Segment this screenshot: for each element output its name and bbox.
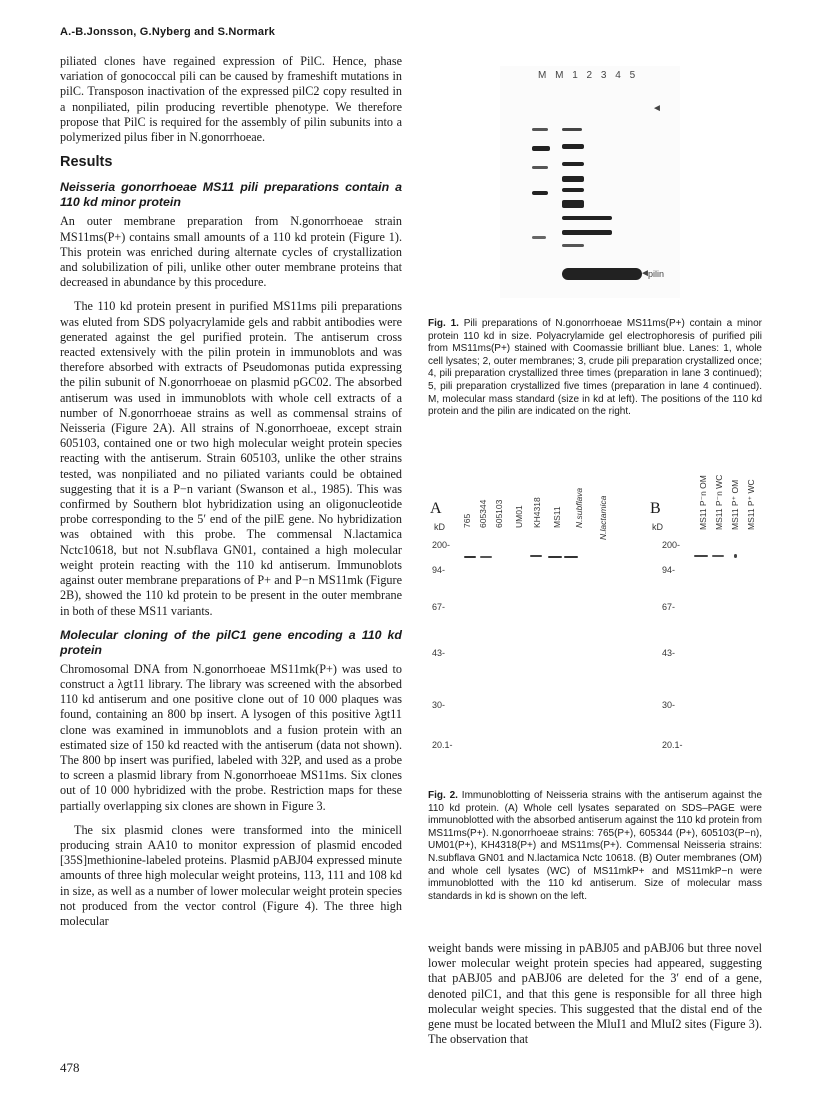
blot-band — [564, 556, 578, 558]
gel-band — [562, 162, 584, 166]
lane-a-um01: UM01 — [514, 505, 524, 528]
marker-67-b: 67- — [662, 602, 676, 612]
blot-band — [694, 555, 708, 557]
lane-b-p-wc: MS11 P⁺ WC — [746, 479, 756, 530]
lane-a-605103: 605103 — [494, 499, 504, 528]
marker-94-a: 94- — [432, 565, 446, 575]
marker-43-a: 43- — [432, 648, 446, 658]
gel-band — [532, 166, 548, 169]
kd-label-b: kD — [652, 522, 663, 532]
gel-band — [562, 216, 612, 220]
marker-200-b: 200- — [662, 540, 681, 550]
gel-band — [562, 230, 612, 235]
gel-band — [562, 128, 582, 131]
pilin-arrow-icon: ◄ — [640, 268, 650, 279]
lane-a-kh4318: KH4318 — [532, 497, 542, 528]
lane-a-nsubflava: N.subflava — [574, 487, 584, 528]
blot-band — [530, 555, 542, 557]
marker-67-a: 67- — [432, 602, 446, 612]
figure2-caption-text: Immunoblotting of Neisseria strains with the antiserum against the 110 kd protein. (A) Whole cell lysates separated on SDS–PAGE were immunoblotted with the absorbed antiserum against the 110 kd protein from MS11ms(P+). N.gonorrhoeae strains: 765(P+), 605344 (P+), 605103(P−n), UM01(P+), KH4318(P+) and MS11ms(P+). Commensal Neisseria strains: N.subflava GN01 and N.lactamica Nctc 10618. (B) Outer membranes (OM) and whole cell lysates (WC) of MS11mkP+ and MS11mkP−n were immunoblotted with the 110 kd antiserum. Size of molecular mass standards in kd is shown on the left. — [428, 790, 763, 902]
pilin-label: pilin — [648, 269, 665, 279]
blot-band — [480, 556, 492, 558]
lane-a-ms11: MS11 — [552, 506, 562, 528]
intro-paragraph: piliated clones have regained expression of PilC. Hence, phase variation of gonococcal pili can be caused by frameshift mutations in pilC. Transposon inactivation of the expressed pilC2 copy resulted in a nonpiliated, pilin producing revertible phenotype. We therefore propose that PilC is required for the assembly of pilin subunits into a polymerized pilus fiber in N.gonorrhoeae. — [60, 54, 402, 145]
gel-band — [532, 191, 548, 195]
right-column-paragraph: weight bands were missing in pABJ05 and pABJ06 but three novel lower molecular weight protein species had appeared, suggesting that pABJ05 and pABJ06 are deleted for the 3′ end of a gene, denoted pilC1, and that this gene is responsible for all three high molecular weight species. This suggested that the distal end of the gene must be located between the MluI1 and MluI2 sites (Figure 3). The observation that — [428, 941, 762, 1047]
figure1-caption-label: Fig. 1. — [428, 318, 459, 329]
section1-paragraph-1: An outer membrane preparation from N.gonorrhoeae strain MS11ms(P+) contains small amounts of a 110 kd protein (Figure 1). This protein was enriched during alternate cycles of crystallization and solubilization of pili, unlike other outer membrane proteins that decreased in abundance by this procedure. — [60, 214, 402, 290]
figure1-lane-labels: M M 1 2 3 4 5 — [538, 70, 639, 81]
lane-b-pn-om: MS11 P⁻n OM — [698, 475, 708, 530]
panel-a-label: A — [430, 500, 442, 517]
marker-43-b: 43- — [662, 648, 676, 658]
pilin-band — [562, 268, 642, 280]
blot-band — [548, 556, 562, 558]
blot-band — [464, 556, 476, 558]
figure1-gel — [500, 66, 680, 298]
running-header: A.-B.Jonsson, G.Nyberg and S.Normark — [60, 26, 276, 38]
110kd-arrow-icon: ◄ — [652, 103, 662, 114]
blot-band — [734, 554, 737, 558]
results-heading: Results — [60, 154, 113, 171]
kd-label-a: kD — [434, 522, 445, 532]
gel-band — [532, 146, 550, 151]
lane-b-pn-wc: MS11 P⁻n WC — [714, 474, 724, 530]
gel-band — [532, 128, 548, 131]
gel-band — [562, 176, 584, 182]
section2-heading: Molecular cloning of the pilC1 gene encoding a 110 kd protein — [60, 627, 402, 657]
marker-20-a: 20.1- — [432, 740, 453, 750]
marker-20-b: 20.1- — [662, 740, 683, 750]
section1-paragraph-2: The 110 kd protein present in purified MS11ms pili preparations was eluted from SDS polyacrylamide gels and rabbit antibodies were generated against the gel purified protein. The antiserum cross reacted extensively with the pilin protein in immunoblots and was therefore absorbed with extracts of Pseudomonas putida expressing the pilin subunit of N.gonorrhoeae on plasmid pGC02. The absorbed antiserum was used in immunoblots with whole cell extracts of a number of N.gonorrhoeae strains as well as commensal strains of Neisseria (Figure 2A). All strains of N.gonorrhoeae, except strain 605103, contained one or two high molecular weight protein species reacting with the antiserum. Strain 605103, unlike the other strains tested, was nonpiliated and no piliated variants could be obtained suggesting that it is a P−n variant (Swanson et al., 1985). This was confirmed by Southern blot hybridization using an oligonucleotide probe corresponding to the 5′ end of the pilE gene. No hybridization was obtained with this probe. The commensal N.lactamica Nctc10618, but not N.subflava GN01, contained a high molecular weight protein reacting with the 110 kd antiserum. Immunoblots against outer membrane preparations of P+ and P−n MS11mk (Figure 2B), showed the 110 kd protein to be present in the outer membrane in both of these MS11 variants. — [60, 299, 402, 618]
page-number: 478 — [60, 1060, 80, 1075]
gel-band — [562, 144, 584, 149]
gel-band — [562, 200, 584, 208]
gel-band — [532, 236, 546, 239]
lane-a-765: 765 — [462, 513, 472, 528]
figure2-caption — [428, 790, 762, 903]
section2-paragraph-1: Chromosomal DNA from N.gonorrhoeae MS11mk(P+) was used to construct a λgt11 library. The library was screened with the absorbed 110 kd antiserum and one positive clone out of 10 000 plaques was found, containing an 800 bp insert. A lysogen of this positive λgt11 clone was examined in immunoblots and a fusion protein with an estimated size of 150 kd reacted with the antiserum (data not shown). The 800 bp insert was purified, labeled with 32P, and used as a probe to screen a plasmid library from N.gonorrhoeae MS11ms. Six clones out of 10 000 hybridized with the probe. Restriction maps for these partially overlapping six clones are shown in Figure 3. — [60, 661, 402, 813]
right-column-text — [428, 941, 762, 1047]
gel-band — [562, 244, 584, 247]
blot-band — [712, 555, 724, 557]
marker-30-b: 30- — [662, 700, 676, 710]
lane-a-605344: 605344 — [478, 499, 488, 528]
figure1-caption-text: Pili preparations of N.gonorrhoeae MS11ms(P+) contain a minor protein 110 kd in size. Polyacrylamide gel electrophoresis of purified pili from MS11ms(P+) stained with Coomassie brilliant blue. Lanes: 1, whole cell lysates; 2, outer membranes; 3, crude pili preparation crystallized once; 4, pili preparation crystallized three times (preparation in lane 3 continued); 5, pili preparation crystallized five times (preparation in lane 4 continued). M, molecular mass standard (size in kd at left). The positions of the 110 kd protein and the pilin are indicated on the right. — [428, 318, 763, 418]
lane-b-p-om: MS11 P⁺ OM — [730, 479, 740, 530]
section2-paragraph-2: The six plasmid clones were transformed into the minicell producing strain AA10 to monitor expression of plasmid encoded [35S]methionine-labeled proteins. Plasmid pABJ04 expressed minute amounts of three high molecular weight proteins, 113, 111 and 108 kd in size, as well as a number of lower molecular weight protein species not produced from the vector control (Figure 4). The three high molecular — [60, 822, 402, 928]
gel-band — [562, 188, 584, 192]
lane-a-nlactamica: N.lactamica — [598, 495, 608, 540]
figure1-caption — [428, 318, 762, 419]
panel-b-label: B — [650, 500, 661, 517]
marker-94-b: 94- — [662, 565, 676, 575]
figure2-caption-label: Fig. 2. — [428, 790, 458, 801]
marker-200-a: 200- — [432, 540, 451, 550]
left-column — [60, 54, 402, 938]
section1-heading: Neisseria gonorrhoeae MS11 pili preparations contain a 110 kd minor protein — [60, 180, 402, 210]
figure2 — [428, 470, 762, 775]
marker-30-a: 30- — [432, 700, 446, 710]
